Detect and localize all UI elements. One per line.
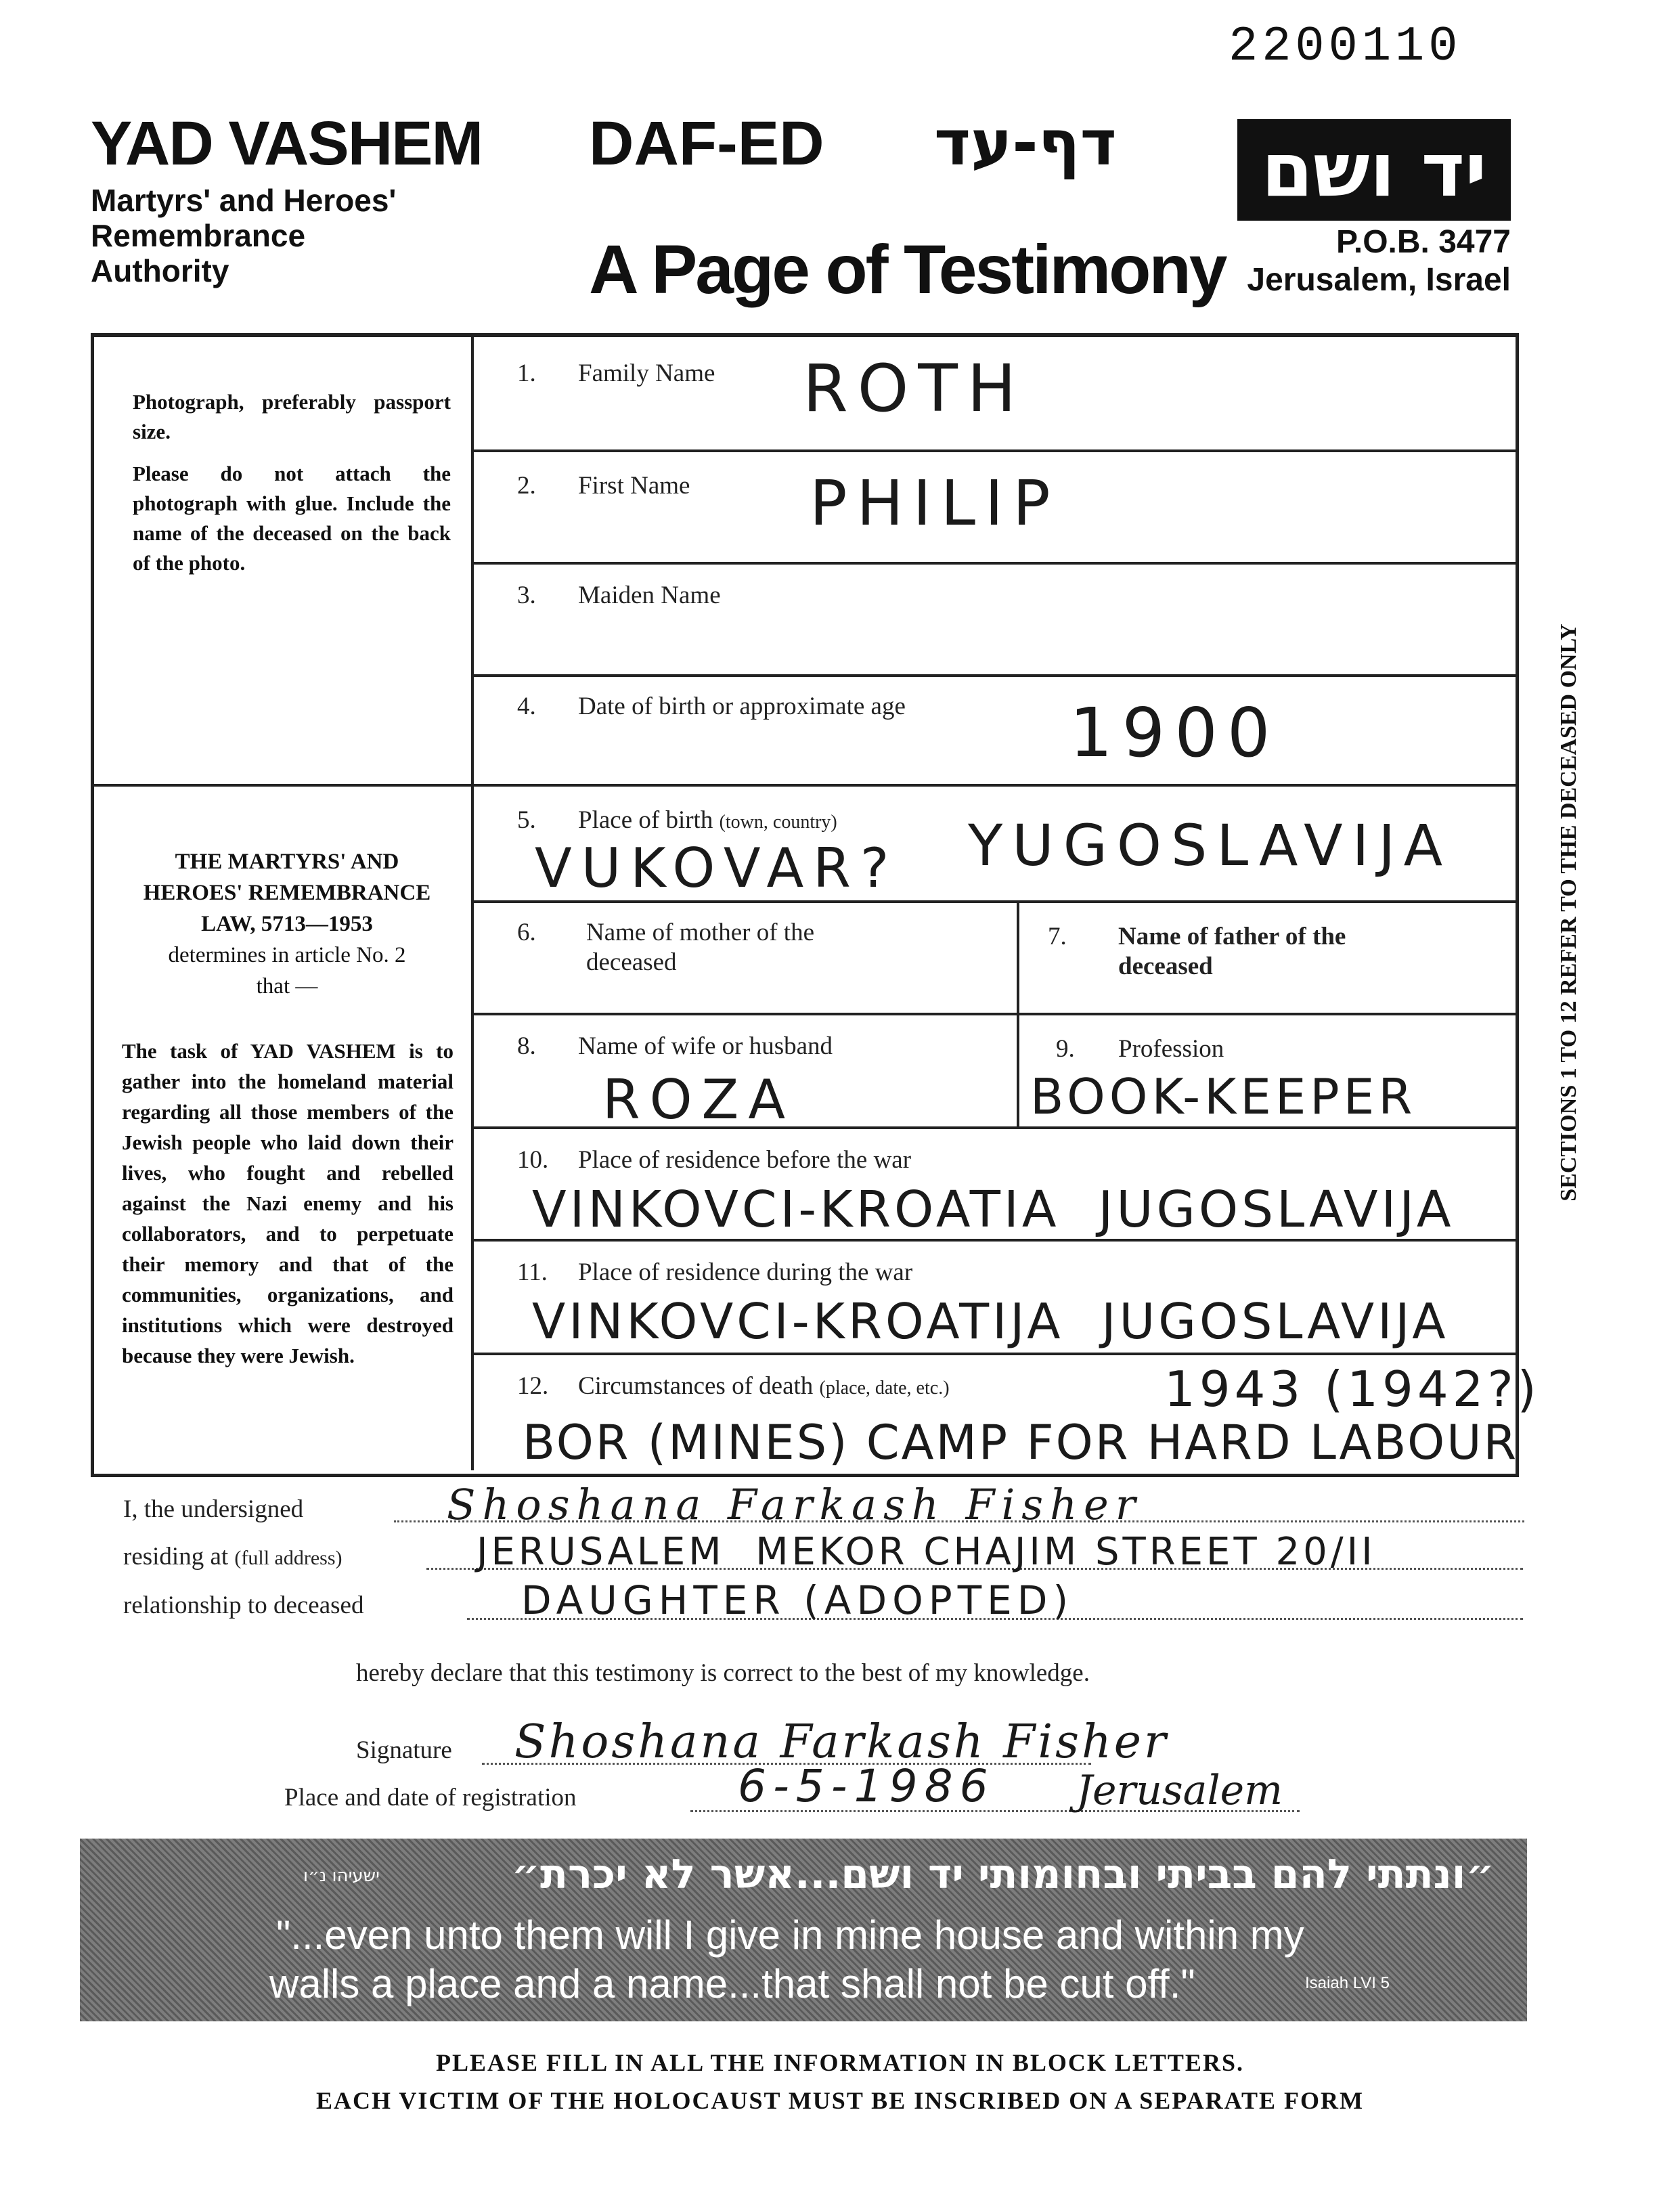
field-4-label: Date of birth or approximate age <box>578 693 906 720</box>
row-divider <box>471 1353 1519 1355</box>
footer-instruction-1: PLEASE FILL IN ALL THE INFORMATION IN BLOCK LETTERS. <box>436 2049 1244 2076</box>
field-6-label-line: deceased <box>586 948 677 976</box>
field-5-label <box>578 806 837 835</box>
spouse-name-value[interactable]: ROZA <box>602 1068 795 1131</box>
field-3-number: 3. <box>517 581 536 609</box>
residence-before-war-value[interactable]: VINKOVCI-KROATIA JUGOSLAVIJA <box>532 1181 1455 1239</box>
org-subtitle-line: Authority <box>91 253 229 288</box>
field-4-number: 4. <box>517 693 536 720</box>
relationship-value[interactable]: DAUGHTER (ADOPTED) <box>521 1577 1074 1623</box>
city: Jerusalem, Israel <box>1247 262 1511 298</box>
undersigned-value[interactable]: Shoshana Farkash Fisher <box>447 1480 1143 1529</box>
yad-vashem-hebrew-logo: יד ושם <box>1237 119 1511 221</box>
date-of-birth-value[interactable]: 1900 <box>1069 693 1280 772</box>
field-2-number: 2. <box>517 472 536 500</box>
residing-value[interactable]: JERUSALEM MEKOR CHAJIM STREET 20/II <box>477 1530 1376 1574</box>
postal-address <box>1237 223 1511 299</box>
row-divider <box>471 784 1519 787</box>
law-text: The task of YAD VASHEM is to gather into the homeland material regarding all those members of the Jewish people who laid down their lives, who fought and rebelled against the Nazi enemy and his collaborators, and to perpetuate their memory and that of the communities, organizations, and institutions which were destroyed because they were Jewish. <box>122 1039 454 1367</box>
field-2-label: First Name <box>578 472 690 500</box>
field-9-number: 9. <box>1056 1035 1075 1063</box>
quote-banner <box>80 1839 1527 2021</box>
org-subtitle-line: Martyrs' and Heroes' <box>91 183 397 218</box>
field-1-label: Family Name <box>578 359 715 387</box>
form-name: DAF-ED <box>589 109 824 178</box>
field-5-number: 5. <box>517 806 536 834</box>
row-divider <box>471 562 1519 565</box>
circumstances-of-death-value[interactable]: BOR (MINES) CAMP FOR HARD LABOUR <box>523 1415 1519 1470</box>
field-7-label-line: Name of father of the <box>1118 923 1346 950</box>
field-split-divider <box>1017 900 1019 1126</box>
photo-instructions <box>133 387 451 578</box>
field-10-number: 10. <box>517 1146 549 1174</box>
photo-note-line2: Please do not attach the photograph with glue. Include the name of the deceased on the back of the photo. <box>133 462 451 575</box>
law-heading <box>119 846 455 1002</box>
banner-hebrew-quote: ״ונתתי להם בביתי ובחומותי יד ושם...אשר לא יכרת״ <box>511 1851 1495 1898</box>
field-1-number: 1. <box>517 359 536 387</box>
place-of-birth-country-value[interactable]: YUGOSLAVIJA <box>968 812 1453 879</box>
banner-reference: Isaiah LVI 5 <box>1305 1974 1390 1992</box>
banner-hebrew-reference: ישעיהו נ״ו <box>303 1866 380 1886</box>
field-8-label: Name of wife or husband <box>578 1032 833 1060</box>
banner-english-line1: "...even unto them will I give in mine house and within my <box>276 1912 1304 1958</box>
field-7-label-line: deceased <box>1118 952 1213 980</box>
field-7-number: 7. <box>1048 923 1067 950</box>
family-name-value[interactable]: ROTH <box>803 351 1026 426</box>
footer-instruction-2: EACH VICTIM OF THE HOLOCAUST MUST BE INSCRIBED ON A SEPARATE FORM <box>316 2087 1364 2114</box>
field-11-label: Place of residence during the war <box>578 1258 913 1286</box>
relationship-label: relationship to deceased <box>123 1591 364 1619</box>
place-of-birth-town-value[interactable]: VUKOVAR? <box>535 837 899 900</box>
field-9-label: Profession <box>1118 1035 1224 1063</box>
registration-label: Place and date of registration <box>284 1784 577 1811</box>
left-column-separator <box>91 784 472 787</box>
law-title-line: determines in article No. 2 <box>168 943 406 967</box>
banner-english-line2: walls a place and a name...that shall not be cut off." <box>269 1961 1195 2006</box>
field-6-label <box>586 918 814 978</box>
field-10-label: Place of residence before the war <box>578 1146 912 1174</box>
row-divider <box>471 1239 1519 1242</box>
registration-place-value[interactable]: Jerusalem <box>1076 1767 1283 1814</box>
field-12-label-small: (place, date, etc.) <box>819 1378 950 1399</box>
row-divider <box>471 1013 1519 1015</box>
field-6-number: 6. <box>517 919 536 946</box>
residence-during-war-value[interactable]: VINKOVCI-KROATIJA JUGOSLAVIJA <box>532 1293 1449 1350</box>
page-title: A Page of Testimony <box>589 231 1226 308</box>
field-7-label <box>1118 922 1346 982</box>
law-title-line: that — <box>256 974 318 998</box>
field-8-number: 8. <box>517 1032 536 1060</box>
pob: P.O.B. 3477 <box>1336 224 1511 260</box>
field-3-label: Maiden Name <box>578 581 721 609</box>
declaration-statement: hereby declare that this testimony is correct to the best of my knowledge. <box>356 1659 1090 1687</box>
signature-label: Signature <box>356 1736 452 1764</box>
field-12-label <box>578 1371 950 1401</box>
document-number: 2200110 <box>1229 19 1462 74</box>
first-name-value[interactable]: PHILIP <box>810 467 1060 540</box>
registration-date-value[interactable]: 6-5-1986 <box>738 1760 995 1812</box>
row-divider <box>471 449 1519 452</box>
field-11-number: 11. <box>517 1258 548 1286</box>
undersigned-label: I, the undersigned <box>123 1495 304 1523</box>
law-title-line: HEROES' REMEMBRANCE <box>143 881 431 905</box>
row-divider <box>471 900 1519 903</box>
residing-label <box>123 1542 342 1571</box>
field-6-label-line: Name of mother of the <box>586 919 814 946</box>
profession-value[interactable]: BOOK-KEEPER <box>1030 1068 1417 1125</box>
field-5-label-small: (town, country) <box>719 812 837 833</box>
org-name: YAD VASHEM <box>91 109 483 178</box>
org-subtitle-line: Remembrance <box>91 218 306 253</box>
residing-label-small: (full address) <box>234 1547 342 1569</box>
date-of-death-value[interactable]: 1943 (1942?) <box>1164 1361 1541 1418</box>
sections-side-note: SECTIONS 1 TO 12 REFER TO THE DECEASED ONLY <box>1556 623 1581 1202</box>
org-subtitle <box>91 183 497 288</box>
law-title-line: THE MARTYRS' AND <box>175 850 399 874</box>
field-5-label-text: Place of birth <box>578 806 713 834</box>
residing-label-text: residing at <box>123 1543 229 1571</box>
signature-value[interactable]: Shoshana Farkash Fisher <box>514 1715 1169 1769</box>
photo-note-line1: Photograph, preferably passport size. <box>133 390 451 443</box>
form-name-hebrew: דף-עד <box>934 107 1117 179</box>
field-12-number: 12. <box>517 1372 549 1400</box>
law-title-line: LAW, 5713—1953 <box>201 912 373 936</box>
row-divider <box>471 674 1519 677</box>
field-12-label-text: Circumstances of death <box>578 1372 814 1400</box>
